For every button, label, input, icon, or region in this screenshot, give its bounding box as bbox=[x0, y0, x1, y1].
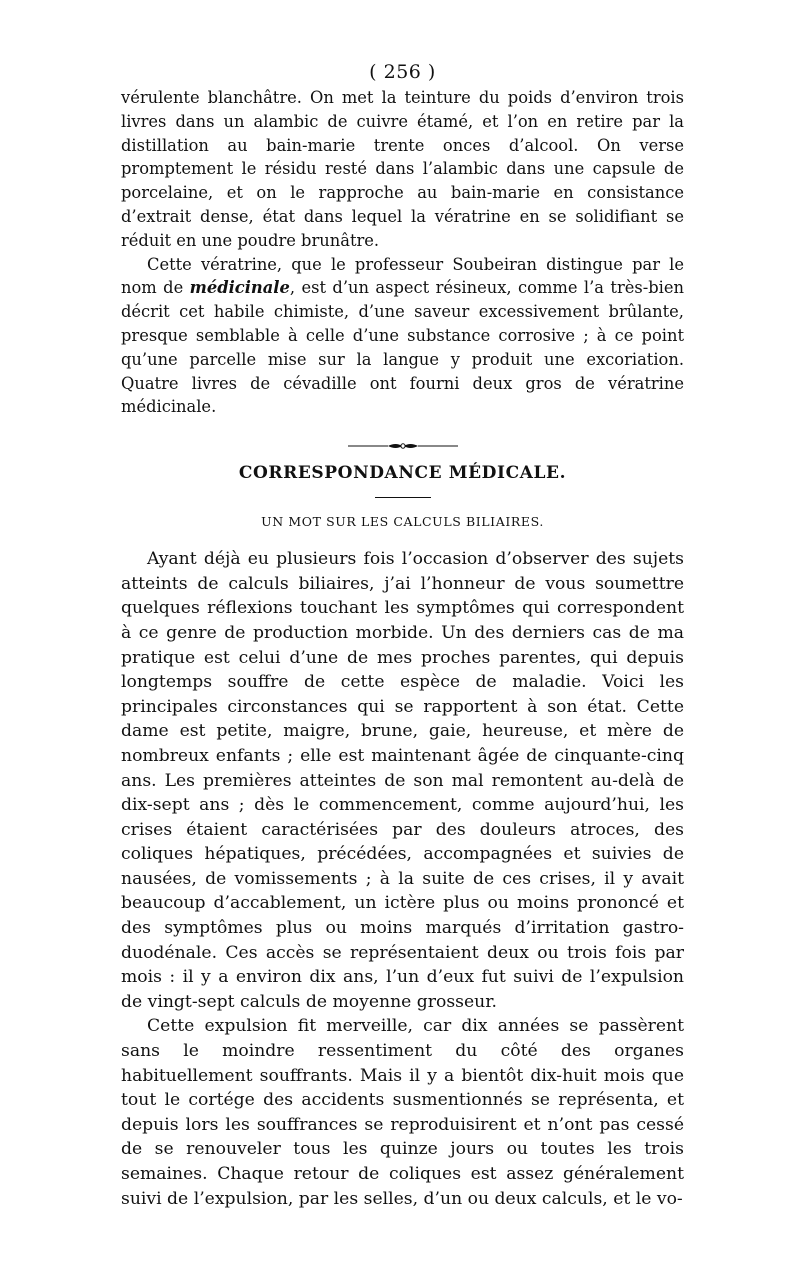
emphasis-medicinale: médicinale bbox=[189, 278, 290, 298]
page-number: ( 256 ) bbox=[369, 61, 436, 83]
intro-paragraph-1: vérulente blanchâtre. On met la teinture du poids d’environ trois livres dans un alambic de cuivre étamé, et l’on en retire par la distillation au bain-marie trente onces d’alcool. On verse promptement le résidu resté dans l’alambic dans une capsule de porcelaine, et on le rapproche au bain-marie en consistance d’extrait dense, état dans lequel la vératrine en se solidifiant se réduit en une poudre brunâtre. bbox=[121, 88, 684, 250]
section-subtitle: UN MOT SUR LES CALCULS BILIAIRES. bbox=[261, 514, 544, 530]
ornament-divider bbox=[348, 441, 458, 451]
intro-paragraph-2-before: Cette vératrine, que le professeur Soubeiran distingue par le nom de bbox=[121, 254, 684, 298]
intro-paragraph-2-after: , est d’un aspect résineux, comme l’a très-bien décrit cet habile chimiste, d’une saveur excessivement brûlante, presque semblable à celle d’une substance corrosive ; à ce point qu’une parcelle mise sur la langue y produit une excoriation. Quatre livres de cévadille ont fourni deux gros de vératrine médicinale. bbox=[121, 278, 684, 417]
section-title: CORRESPONDANCE MÉDICALE. bbox=[238, 463, 567, 484]
section-paragraph-2: Cette expulsion fit merveille, car dix années se passèrent sans le moindre ressentiment du côté des organes habituellement souffrants. Mais il y a bientôt dix-huit mois que tout le cortége des accidents susmentionnés se représenta, et depuis lors les souffrances se reproduisirent et n’ont pas cessé de se renouveler tous les quinze jours ou toutes les trois semaines. Chaque retour de coliques est assez généralement suivi de l’expulsion, par les selles, d’un ou deux calculs, et le vo- bbox=[121, 1016, 684, 1209]
title-rule bbox=[375, 497, 431, 498]
page bbox=[121, 60, 684, 1211]
section-paragraph-1: Ayant déjà eu plusieurs fois l’occasion d’observer des sujets atteints de calculs biliaires, j’ai l’honneur de vous soumettre quelques réflexions touchant les symptômes qui correspondent à ce genre de production morbide. Un des derniers cas de ma pratique est celui d’une de mes proches parentes, qui depuis longtemps souffre de cette espèce de maladie. Voici les principales circonstances qui se rapportent à son état. Cette dame est petite, maigre, brune, gaie, heureuse, et mère de nombreux enfants ; elle est maintenant âgée de cinquante-cinq ans. Les premières atteintes de son mal remontent au-delà de dix-sept ans ; dès le commencement, comme aujourd’hui, les crises étaient caractérisées par des douleurs atroces, des coliques hépatiques, précédées, accompagnées et suivies de nausées, de vomissements ; à la suite de ces crises, il y avait beaucoup d’accablement, un ictère plus ou moins prononcé et des symptômes plus ou moins marqués d’irritation gastro-duodénale. Ces accès se représentaient deux ou trois fois par mois : il y a environ dix ans, l’un d’eux fut suivi de l’expulsion de vingt-sept calculs de moyenne grosseur. bbox=[121, 549, 684, 1012]
intro-block bbox=[121, 86, 684, 419]
intro-paragraph-2 bbox=[121, 253, 684, 420]
